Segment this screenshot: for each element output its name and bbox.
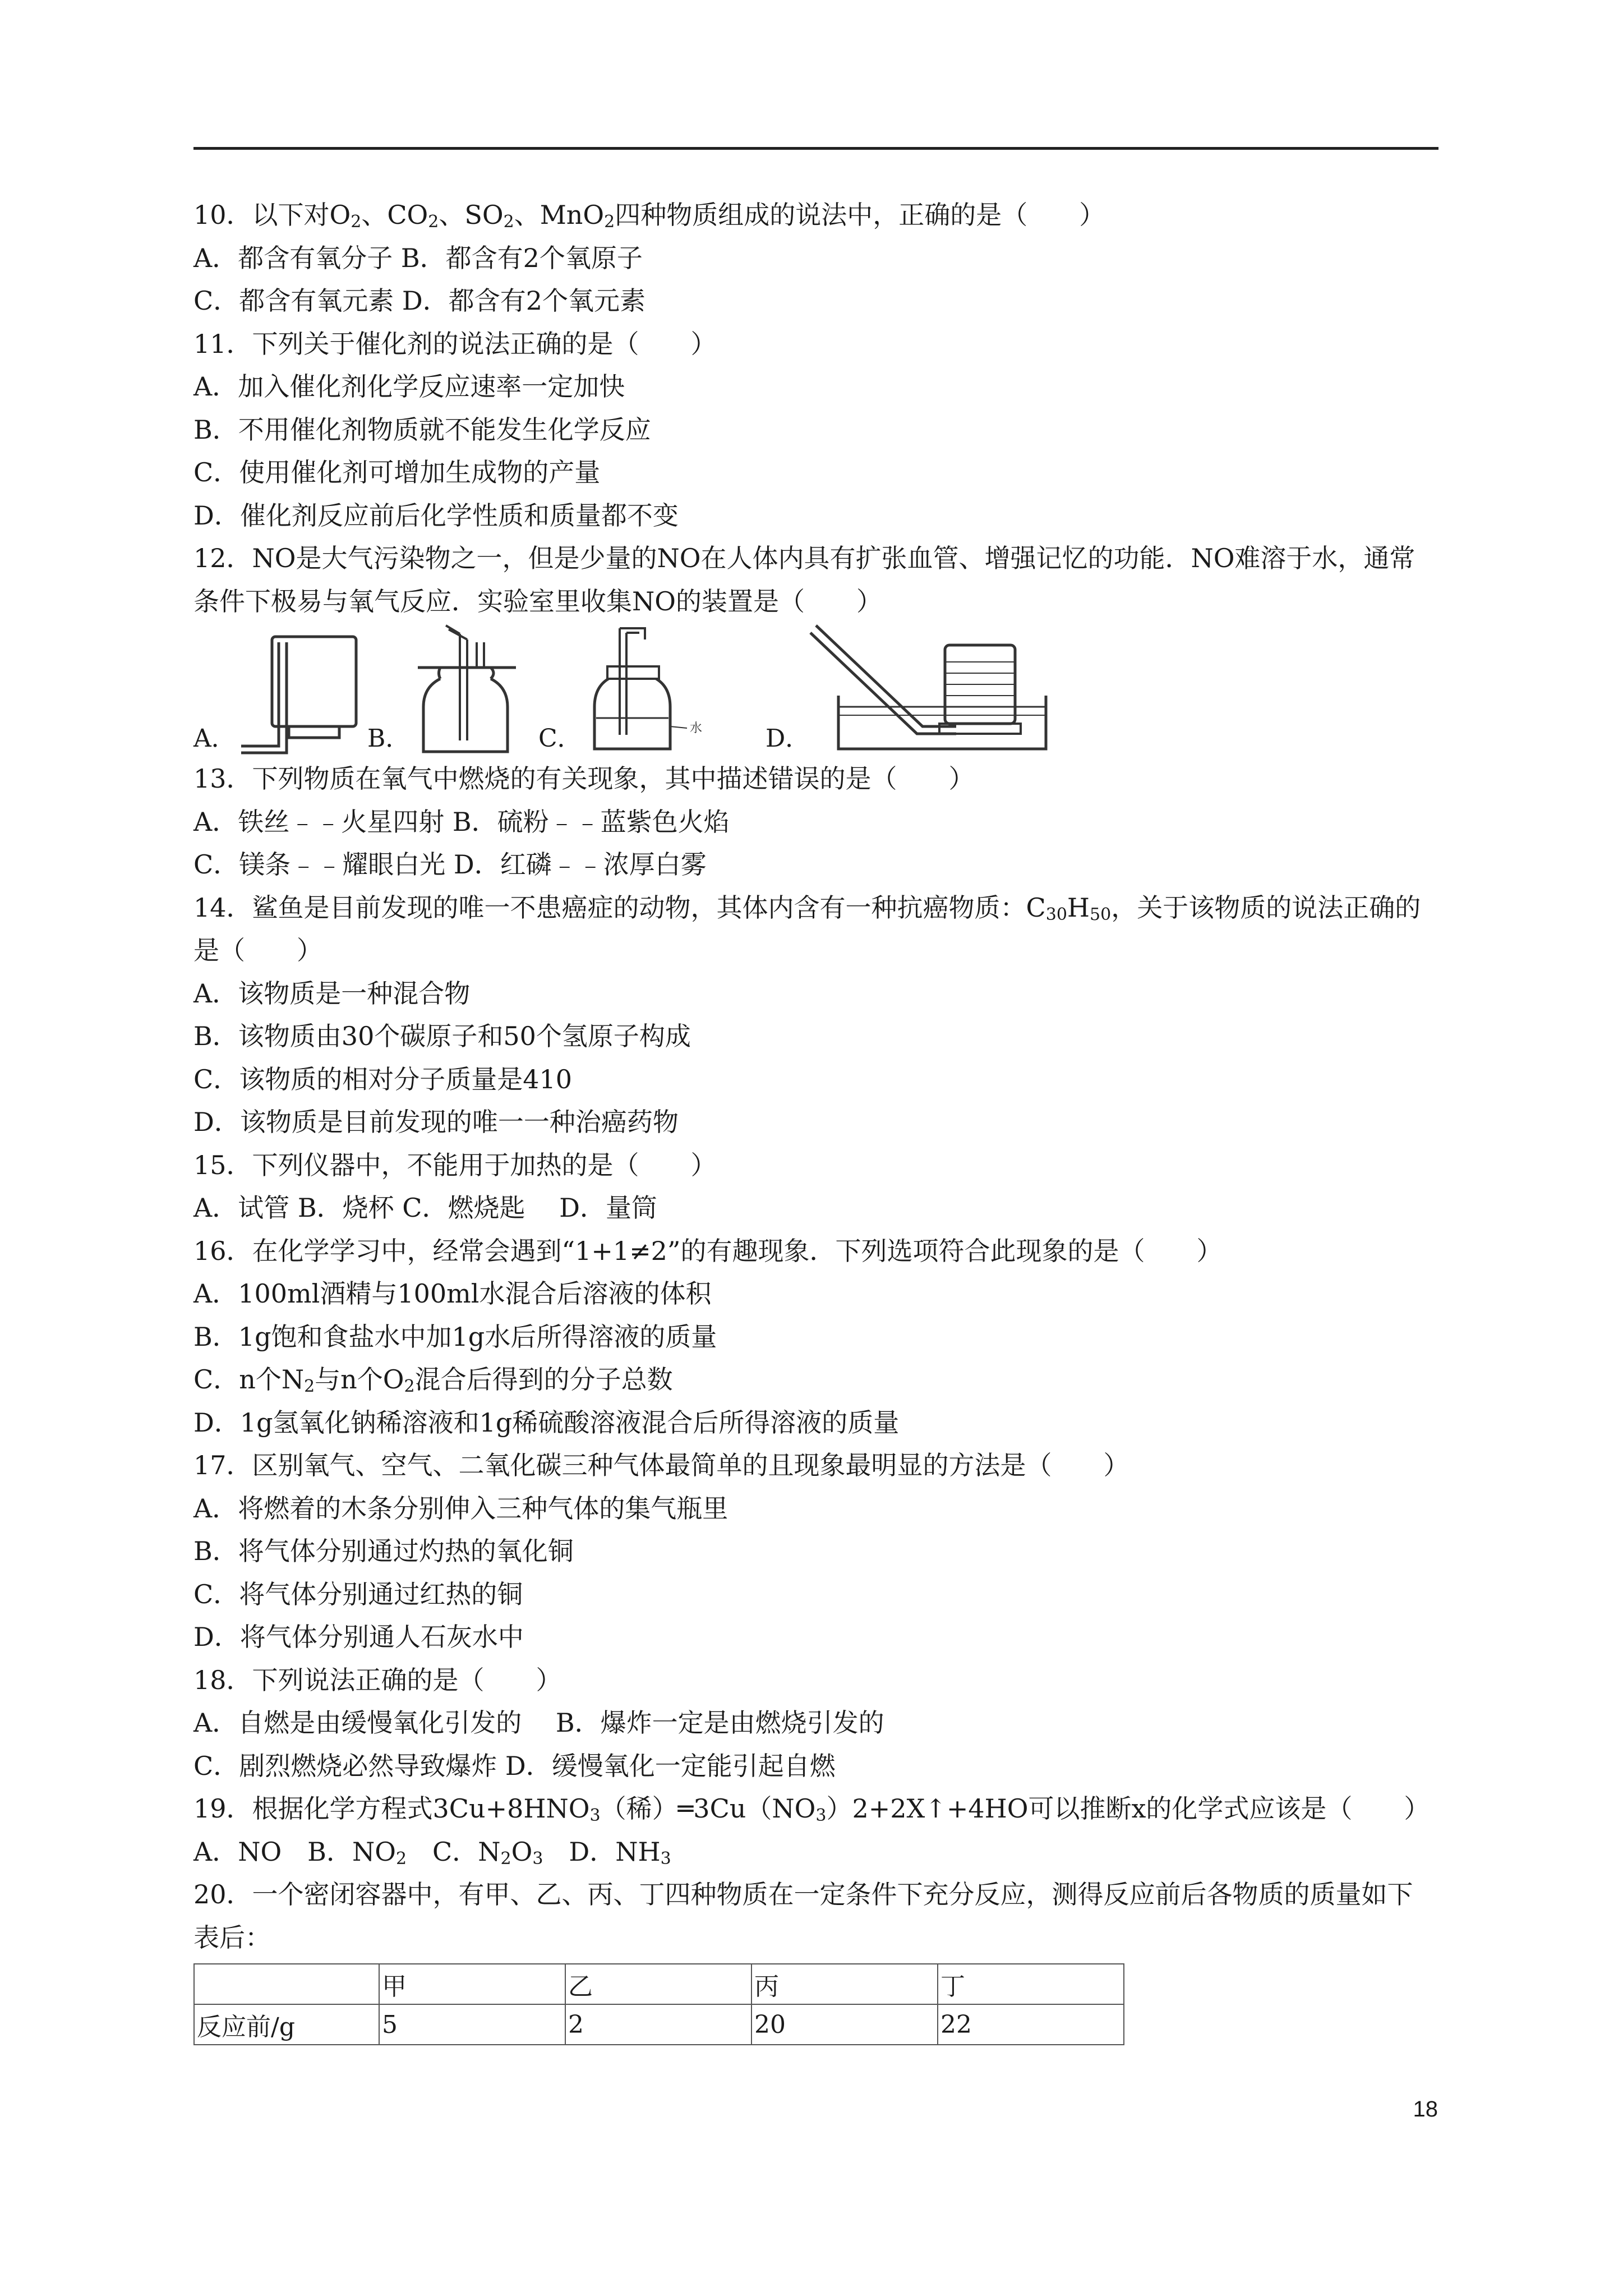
question-10-options-ab: A．都含有氧分子 B．都含有2个氧原子 [193,242,643,273]
question-10-stem: 10．以下对$O_2$、$CO_2$、$SO_2$、MnO$_2$四种物质组成的说法中，正确的是（ ） [193,200,1105,232]
option-a-label: A． [193,724,236,753]
table-cell: 甲 [379,1964,565,2004]
question-12-apparatus-figures [193,623,1438,757]
table-cell: 反应前/g [194,2004,379,2045]
question-18-options-cd: C．剧烈燃烧必然导致爆炸 D．缓慢氧化一定能引起自燃 [193,1750,836,1781]
question-17-option-a: A．将燃着的木条分别伸入三种气体的集气瓶里 [193,1493,728,1524]
question-18-stem: 18．下列说法正确的是（ ） [193,1664,562,1695]
table-row [194,2004,1124,2045]
question-16-option-b: B．1g饱和食盐水中加1g水后所得溶液的质量 [193,1321,717,1352]
question-10-options-cd: C．都含有氧元素 D．都含有2个氧元素 [193,286,645,316]
question-13-options-cd: C．镁条﹣﹣耀眼白光 D．红磷﹣﹣浓厚白雾 [193,849,707,880]
apparatus-c-bottle-with-water [575,623,721,754]
table-cell: 乙 [565,1964,751,2004]
page-number: 18 [1413,2097,1438,2122]
question-14-stem: 14．鲨鱼是目前发现的唯一不患癌症的动物，其体内含有一种抗癌物质：$C_{30}H_{50}$，关于该物质的说法正确的是（ ） [193,892,1421,965]
question-15-stem: 15．下列仪器中，不能用于加热的是（ ） [193,1149,717,1180]
question-11-option-c: C．使用催化剂可增加生成物的产量 [193,457,601,487]
question-14-option-b: B．该物质由30个碳原子和50个氢原子构成 [193,1021,691,1051]
question-11-option-d: D．催化剂反应前后化学性质和质量都不变 [193,500,679,531]
question-11-stem: 11．下列关于催化剂的说法正确的是（ ） [193,328,717,359]
option-d-label: D． [766,724,810,753]
question-17-option-d: D．将气体分别通人石灰水中 [193,1622,524,1652]
question-18-options-ab: A．自燃是由缓慢氧化引发的 B．爆炸一定是由燃烧引发的 [193,1708,884,1738]
question-19-stem: 19．根据化学方程式$3Cu+8HNO_3$（稀）$═3Cu(NO_3)2+2X↑+4HO$可以推断x的化学式应该是（ ） [193,1793,1430,1825]
table-cell: 5 [379,2004,565,2045]
option-b-label: B． [367,724,411,753]
apparatus-b-gas-bottle [407,623,530,754]
question-16-option-a: A．100ml酒精与100ml水混合后溶液的体积 [193,1278,712,1309]
table-cell: 2 [565,2004,751,2045]
question-16-option-d: D．1g氢氧化钠稀溶液和1g稀硫酸溶液混合后所得溶液的质量 [193,1407,900,1438]
option-c-label: C． [538,724,582,753]
question-13-stem: 13．下列物质在氧气中燃烧的有关现象，其中描述错误的是（ ） [193,763,975,794]
question-12-stem: 12．NO是大气污染物之一，但是少量的NO在人体内具有扩张血管、增强记忆的功能．NO难溶于水，通常条件下极易与氧气反应．实验室里收集NO的装置是（ ） [193,543,1415,616]
table-cell: 丁 [938,1964,1124,2004]
question-15-options: A．试管 B．烧杯 C．燃烧匙 D．量筒 [193,1193,657,1223]
apparatus-a-upward-air-displacement [238,628,384,754]
table-cell: 20 [751,2004,938,2045]
question-17-option-c: C．将气体分别通过红热的铜 [193,1579,523,1609]
question-17-stem: 17．区别氧气、空气、二氧化碳三种气体最简单的且现象最明显的方法是（ ） [193,1450,1129,1480]
table-cell [194,1964,379,2004]
question-14-option-a: A．该物质是一种混合物 [193,978,471,1009]
question-11-option-a: A．加入催化剂化学反应速率一定加快 [193,371,625,402]
question-11-option-b: B．不用催化剂物质就不能发生化学反应 [193,414,651,445]
question-14-option-d: D．该物质是目前发现的唯一一种治癌药物 [193,1107,679,1137]
apparatus-d-water-displacement [805,623,1074,754]
question-list [193,194,1438,2045]
table-cell: 丙 [751,1964,938,2004]
question-19-options: A．NO B．$NO_2$ C．$N_2O_3$ D．$NH_3$ [193,1836,671,1869]
svg-text:水: 水 [690,721,703,735]
question-14-option-c: C．该物质的相对分子质量是410 [193,1064,572,1094]
question-13-options-ab: A．铁丝﹣﹣火星四射 B．硫粉﹣﹣蓝紫色火焰 [193,806,730,837]
table-header-row [194,1964,1124,2004]
question-20-stem: 20．一个密闭容器中，有甲、乙、丙、丁四种物质在一定条件下充分反应，测得反应前后各物质的质量如下表后： [193,1879,1413,1953]
question-16-stem: 16．在化学学习中，经常会遇到“1+1≠2”的有趣现象．下列选项符合此现象的是（ ） [193,1235,1223,1266]
question-17-option-b: B．将气体分别通过灼热的氧化铜 [193,1536,574,1566]
mass-table [193,1963,1124,2045]
table-cell: 22 [938,2004,1124,2045]
question-16-option-c: C．n个$N_2$与n个$O_2$混合后得到的分子总数 [193,1364,673,1396]
header-rule [193,147,1438,150]
